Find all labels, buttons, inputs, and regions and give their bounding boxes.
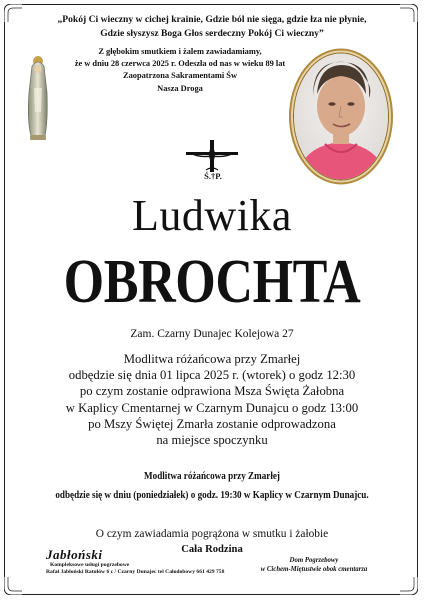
cross-caption: Ś.†P.	[204, 171, 222, 181]
schedule-line: odbędzie się dnia 01 lipca 2025 r. (wtorek) o godz 12:30	[68, 368, 356, 383]
schedule-line: na miejsce spoczynku	[156, 433, 268, 448]
funeral-home-location	[254, 556, 374, 574]
dom-line: w Cichem-Miętustwie obok cmentarza	[260, 566, 368, 573]
family-signature: Cała Rodzina	[181, 544, 243, 555]
deceased-first-name: Ludwika	[132, 191, 292, 240]
quote-line: Gdzie słyszysz Boga Głos serdeczny Pokój Ci wieczny”	[100, 27, 324, 39]
prayer-line: odbędzie się w dniu (poniedziałek) o godz. 19:30 w Kaplicy w Czarnym Dunajcu.	[55, 490, 369, 501]
announcement-line: Nasza Droga	[157, 83, 203, 93]
frame-bottom-border	[22, 594, 400, 595]
madonna-figure-icon	[21, 52, 53, 142]
corner-ornament-icon	[4, 577, 22, 595]
corner-ornament-icon	[400, 577, 418, 595]
announcement-line: że w dniu 28 czerwca 2025 r. Odeszła od nas w wieku 89 lat	[74, 59, 286, 69]
funeral-home-subtitle: Kompleksowe usługi pogrzebowe	[50, 562, 130, 568]
closing-line: O czym zawiadamia pogrążona w smutku i żałobie	[95, 528, 329, 540]
prayer-line: Modlitwa różańcowa przy Zmarłej	[144, 471, 280, 482]
deceased-portrait	[289, 48, 393, 185]
frame-right-border	[417, 22, 418, 577]
funeral-schedule	[0, 351, 424, 448]
deceased-address: Zam. Czarny Dunajec Kolejowa 27	[130, 328, 294, 340]
announcement-line: Zaopatrzona Sakramentami Św	[123, 71, 237, 81]
schedule-line: w Kaplicy Cmentarnej w Czarnym Dunajcu o godz 13:00	[65, 400, 359, 415]
quote-line: „Pokój Ci wieczny w cichej krainie, Gdzie ból nie sięga, gdzie łza nie płynie,	[57, 14, 367, 25]
schedule-line: po czym zostanie odprawiona Msza Święta Żałobna	[79, 384, 345, 399]
death-announcement	[60, 46, 300, 95]
deceased-surname: OBROCHTA	[63, 248, 361, 316]
schedule-line: Modlitwa różańcowa przy Zmarłej	[123, 352, 301, 366]
announcement-line: Z głębokim smutkiem i żalem zawiadamiamy,	[98, 47, 262, 56]
dom-line: Dom Pogrzebowy	[289, 557, 339, 564]
frame-top-border	[22, 4, 400, 5]
funeral-home-name: Jabłoński	[46, 547, 103, 562]
funeral-home-logo	[46, 548, 129, 569]
frame-left-border	[4, 22, 5, 577]
schedule-line: po Mszy Świętej Zmarła zostanie odprowadzona	[88, 416, 336, 431]
memorial-quote	[0, 13, 424, 40]
additional-prayer	[30, 467, 395, 505]
funeral-home-address: Rafał Jabłoński Ratułów 6 c / Czarny Dunajec tel Całodobowy 661 429 758	[46, 569, 225, 575]
